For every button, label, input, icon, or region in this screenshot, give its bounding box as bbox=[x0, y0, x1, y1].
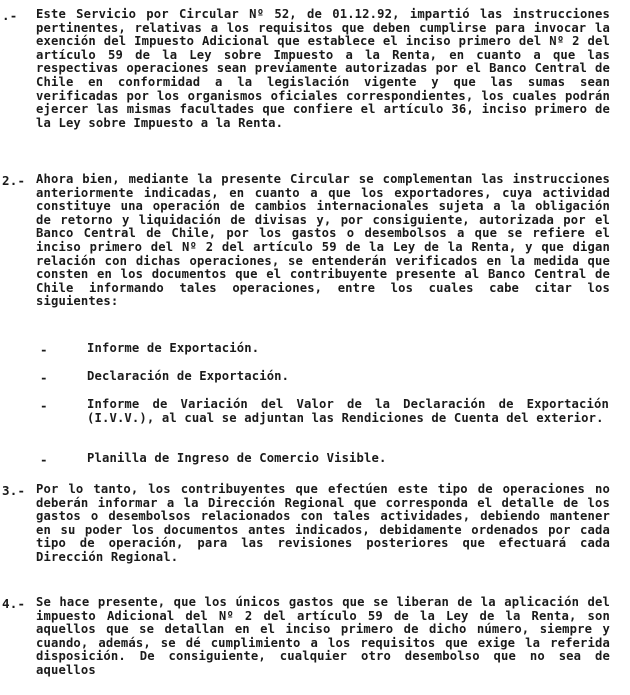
paragraph-text: Se hace presente, que los únicos gastos que se liberan de la aplicación del impuesto Adicional del Nº 2 del artículo 59 de la Ley de la Renta, son aquellos que se detallan en el inciso primero de dicho número, siempre y cuando, además, se dé cumplimiento a los requisitos que exige la referida disposición. De consiguiente, cualquier otro desembolso que no sea de aquellos bbox=[36, 595, 610, 677]
bullet-dash: - bbox=[40, 452, 48, 467]
paragraph-number: 4.- bbox=[2, 596, 26, 611]
bullet-dash: - bbox=[40, 370, 48, 385]
bullet-dash: - bbox=[40, 342, 48, 357]
bullet-text: Informe de Exportación. bbox=[87, 341, 260, 355]
bullet-text: Planilla de Ingreso de Comercio Visible. bbox=[87, 451, 387, 465]
paragraph-number: 2.- bbox=[2, 173, 26, 188]
bullet-dash: - bbox=[40, 398, 48, 413]
paragraph-text: Este Servicio por Circular Nº 52, de 01.12.92, impartió las instrucciones pertinentes, relativas a los requisitos que deben cumplirse para invocar la exención del Impuesto Adicional que establece el inciso primero del Nº 2 del artículo 59 de la Ley sobre Impuesto a la Renta, en cuanto a que las respectivas operaciones sean previamente autorizadas por el Banco Central de Chile en conformidad a la legislación vigente y que las sumas sean verificadas por los organismos oficiales correspondientes, los cuales podrán ejercer las mismas facultades que confiere el artículo 36, inciso primero de la Ley sobre Impuesto a la Renta. bbox=[36, 7, 610, 130]
bullet-text: Informe de Variación del Valor de la Declaración de Exportación (I.V.V.), al cual se adjuntan las Rendiciones de Cuenta del exterior. bbox=[87, 397, 609, 425]
paragraph-number: 3.- bbox=[2, 483, 26, 498]
paragraph-text: Ahora bien, mediante la presente Circular se complementan las instrucciones anteriormente indicadas, en cuanto a que los exportadores, cuya actividad constituye una operación de cambios internacionales sujeta a la obligación de retorno y liquidación de divisas y, por consiguiente, autorizada por el Banco Central de Chile, por los gastos o desembolsos a que se refiere el inciso primero del Nº 2 del artículo 59 de la Ley de la Renta, y que digan relación con dichas operaciones, se entenderán verificados en la medida que consten en los documentos que el contribuyente presente al Banco Central de Chile informando tales operaciones, entre los cuales cabe citar los siguientes: bbox=[36, 172, 610, 309]
paragraph-text: Por lo tanto, los contribuyentes que efectúen este tipo de operaciones no deberán informar a la Dirección Regional que corresponda el detalle de los gastos o desembolsos relacionados con tales actividades, debiendo mantener en su poder los documentos antes indicados, debidamente ordenados por cada tipo de operación, para las revisiones posteriores que efectuará cada Dirección Regional. bbox=[36, 482, 610, 564]
paragraph-number: .- bbox=[2, 8, 18, 23]
bullet-text: Declaración de Exportación. bbox=[87, 369, 290, 383]
